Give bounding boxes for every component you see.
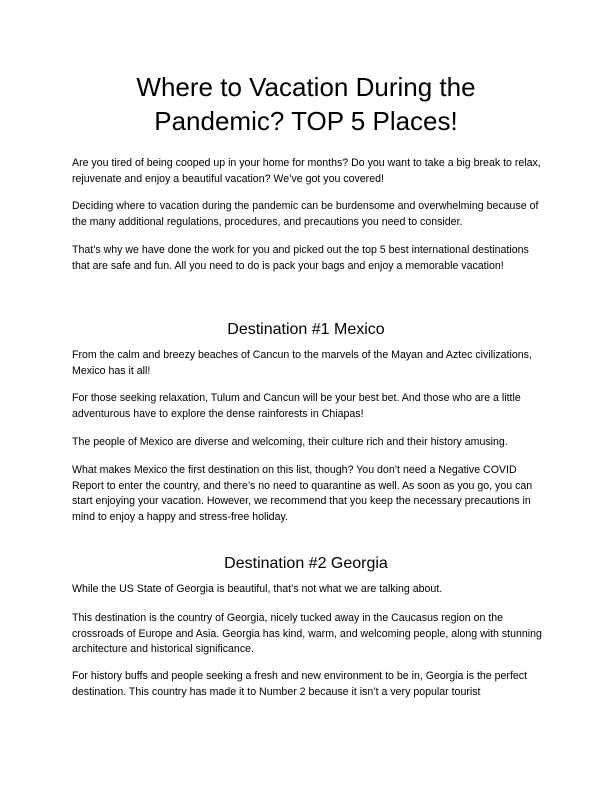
mexico-paragraph-1: From the calm and breezy beaches of Cancun to the marvels of the Mayan and Aztec civilizations, Mexico has it all!	[72, 349, 532, 377]
intro-paragraph-2: Deciding where to vacation during the pandemic can be burdensome and overwhelming because of the many additional regulations, procedures, and precautions you need to consider.	[72, 200, 539, 228]
mexico-paragraph-2: For those seeking relaxation, Tulum and Cancun will be your best bet. And those who are a little adventurous have to explore the dense rainforests in Chiapas!	[72, 392, 521, 420]
georgia-paragraph-2: This destination is the country of Georgia, nicely tucked away in the Caucasus region on the crossroads of Europe and Asia. Georgia has kind, warm, and welcoming people, along with stunning architecture and historical significance.	[72, 612, 542, 655]
mexico-paragraph-4: What makes Mexico the first destination on this list, though? You don’t need a Negative COVID Report to enter the country, and there’s no need to quarantine as well. As soon as you go, you can start enjoying your vacation. However, we recommend that you keep the necessary precautions in mind to enjoy a happy and stress-free holiday.	[72, 464, 533, 523]
section-heading-georgia: Destination #2 Georgia	[224, 555, 388, 572]
section-heading-mexico: Destination #1 Mexico	[227, 321, 385, 338]
intro-paragraph-1: Are you tired of being cooped up in your home for months? Do you want to take a big break to relax, rejuvenate and enjoy a beautiful vacation? We’ve got you covered!	[72, 157, 541, 185]
mexico-paragraph-3: The people of Mexico are diverse and welcoming, their culture rich and their history amusing.	[72, 436, 508, 448]
title-line-1: Where to Vacation During the	[136, 72, 476, 102]
title-line-2: Pandemic? TOP 5 Places!	[154, 106, 458, 136]
intro-paragraph-3: That’s why we have done the work for you and picked out the top 5 best international destinations that are safe and fun. All you need to do is pack your bags and enjoy a memorable vacation!	[72, 244, 529, 272]
georgia-paragraph-1: While the US State of Georgia is beautiful, that’s not what we are talking about.	[72, 583, 443, 595]
page-title	[72, 70, 540, 138]
georgia-paragraph-3: For history buffs and people seeking a fresh and new environment to be in, Georgia is the perfect destination. This country has made it to Number 2 because it isn’t a very popular tourist	[72, 670, 528, 698]
